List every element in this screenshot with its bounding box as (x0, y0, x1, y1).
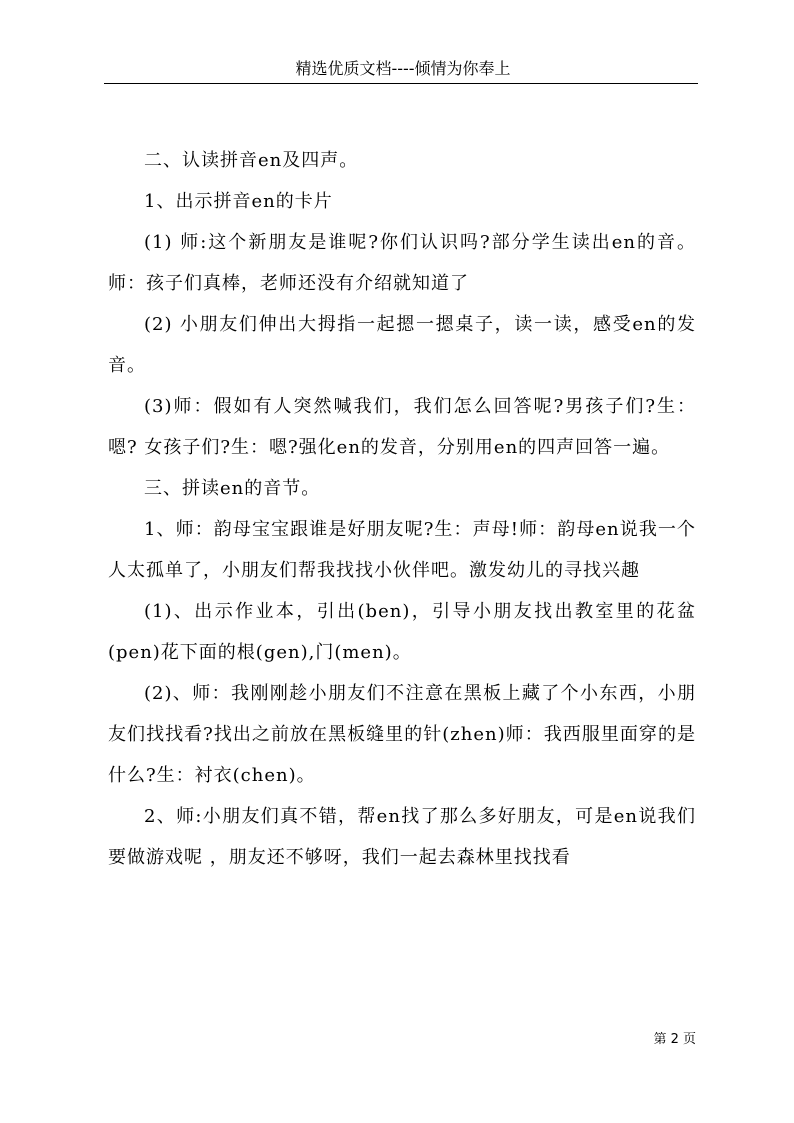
paragraph: 1、师：韵母宝宝跟谁是好朋友呢?生：声母!师：韵母en说我一个人太孤单了，小朋友们帮我找找小伙伴吧。激发幼儿的寻找兴趣 (108, 519, 696, 581)
header-title: 精选优质文档----倾情为你奉上 (295, 59, 511, 78)
paragraph: (3)师：假如有人突然喊我们，我们怎么回答呢?男孩子们?生：嗯? 女孩子们?生：嗯?强化en的发音，分别用en的四声回答一遍。 (108, 396, 696, 458)
paragraph: (1)、出示作业本，引出(ben)，引导小朋友找出教室里的花盆(pen)花下面的根(gen),门(men)。 (108, 601, 696, 663)
page-number: 第 2 页 (653, 1032, 696, 1047)
paragraph: (1) 师:这个新朋友是谁呢?你们认识吗?部分学生读出en的音。师：孩子们真棒，老师还没有介绍就知道了 (108, 232, 696, 294)
document-body (108, 140, 696, 878)
paragraph: 二、认读拼音en及四声。 (144, 150, 359, 171)
paragraph: 2、师:小朋友们真不错，帮en找了那么多好朋友，可是en说我们要做游戏呢 ，朋友还不够呀，我们一起去森林里找找看 (108, 806, 696, 868)
paragraph: 三、拼读en的音节。 (144, 478, 321, 499)
paragraph: 1、出示拼音en的卡片 (144, 191, 333, 212)
paragraph: (2)、师：我刚刚趁小朋友们不注意在黑板上藏了个小东西，小朋友们找找看?找出之前放在黑板缝里的针(zhen)师：我西服里面穿的是什么?生：衬衣(chen)。 (108, 683, 696, 786)
paragraph: (2) 小朋友们伸出大拇指一起摁一摁桌子，读一读，感受en的发音。 (108, 314, 696, 376)
header-divider (104, 83, 698, 84)
